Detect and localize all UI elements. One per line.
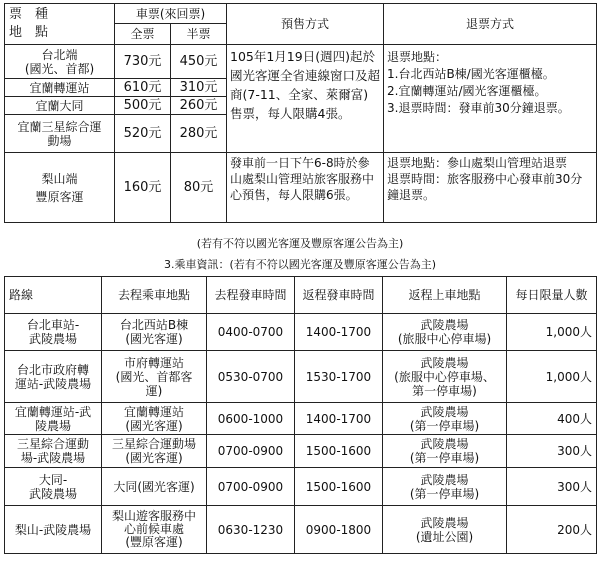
fare-location: 宜蘭三星綜合運 動場 — [5, 115, 115, 153]
route-row — [5, 435, 597, 468]
fare-location: 宜蘭轉運站 — [5, 79, 115, 97]
fare-header-ticket: 車票(來回票) — [115, 4, 227, 24]
refund-method-a: 退票地點： 1.台北西站B棟/國光客運櫃檯。 2.宜蘭轉運站/國光客運櫃檯。 3.退票時間：發車前30分鐘退票。 — [384, 45, 597, 153]
fare-header-refund: 退票方式 — [384, 4, 597, 45]
fare-full: 730元 — [115, 45, 171, 79]
route-name: 宜蘭轉運站-武 陵農場 — [5, 403, 102, 435]
route-board: 大同(國光客運) — [102, 468, 207, 506]
route-depart: 0530-0700 — [207, 351, 295, 403]
route-return-board: 武陵農場 (第一停車場) — [383, 435, 507, 468]
fare-header-full: 全票 — [115, 24, 171, 45]
fare-half: 450元 — [171, 45, 227, 79]
fare-half: 280元 — [171, 115, 227, 153]
route-row — [5, 506, 597, 554]
route-header-depart: 去程發車時間 — [207, 277, 295, 314]
route-return-board: 武陵農場 (遺址公園) — [383, 506, 507, 554]
route-row — [5, 403, 597, 435]
fare-half: 260元 — [171, 97, 227, 115]
route-name: 三星綜合運動 場-武陵農場 — [5, 435, 102, 468]
fare-header-location-line2: 地 點 — [9, 25, 49, 40]
route-name: 梨山-武陵農場 — [5, 506, 102, 554]
route-limit: 300人 — [507, 435, 597, 468]
route-board: 市府轉運站 (國光、首都客 運) — [102, 351, 207, 403]
route-header-return-board: 返程上車地點 — [383, 277, 507, 314]
route-return: 1400-1700 — [295, 314, 383, 351]
fare-note: (若有不符以國光客運及豐原客運公告為主) — [196, 237, 404, 250]
route-row — [5, 351, 597, 403]
route-board: 台北西站B棟 (國光客運) — [102, 314, 207, 351]
route-board: 宜蘭轉運站 (國光客運) — [102, 403, 207, 435]
route-name: 大同- 武陵農場 — [5, 468, 102, 506]
route-row — [5, 314, 597, 351]
route-return: 0900-1800 — [295, 506, 383, 554]
fare-full: 520元 — [115, 115, 171, 153]
route-limit: 300人 — [507, 468, 597, 506]
section-3-heading: 3.乘車資訊：(若有不符以國光客運及豐原客運公告為主) — [163, 258, 437, 271]
route-depart: 0630-1230 — [207, 506, 295, 554]
fare-table — [4, 3, 597, 223]
route-name: 台北車站- 武陵農場 — [5, 314, 102, 351]
fare-header-half: 半票 — [171, 24, 227, 45]
route-name: 台北市政府轉 運站-武陵農場 — [5, 351, 102, 403]
route-limit: 200人 — [507, 506, 597, 554]
fare-header-booking: 預售方式 — [227, 4, 384, 45]
route-header-limit: 每日限量人數 — [507, 277, 597, 314]
fare-header-location — [5, 4, 115, 45]
route-header-board: 去程乘車地點 — [102, 277, 207, 314]
route-return-board: 武陵農場 (第一停車場) — [383, 468, 507, 506]
route-limit: 400人 — [507, 403, 597, 435]
route-depart: 0600-1000 — [207, 403, 295, 435]
route-limit: 1,000人 — [507, 351, 597, 403]
fare-full: 160元 — [115, 153, 171, 223]
fare-full: 610元 — [115, 79, 171, 97]
route-return: 1530-1700 — [295, 351, 383, 403]
route-table — [4, 276, 597, 554]
route-row — [5, 468, 597, 506]
route-return: 1500-1600 — [295, 435, 383, 468]
route-return: 1400-1700 — [295, 403, 383, 435]
booking-method-b: 發車前一日下午6-8時於參山處梨山管理站旅客服務中心預售，每人限購6張。 — [227, 153, 384, 223]
route-return-board: 武陵農場 (旅服中心停車場) — [383, 314, 507, 351]
route-return-board: 武陵農場 (旅服中心停車場、 第一停車場) — [383, 351, 507, 403]
booking-method-a: 105年1月19日(週四)起於國光客運全省連線窗口及超商(7-11、全家、萊爾富)售票，每人限購4張。 — [227, 45, 384, 153]
route-return-board: 武陵農場 (第一停車場) — [383, 403, 507, 435]
fare-location: 宜蘭大同 — [5, 97, 115, 115]
route-header-route: 路線 — [5, 277, 102, 314]
fare-full: 500元 — [115, 97, 171, 115]
fare-half: 310元 — [171, 79, 227, 97]
route-depart: 0400-0700 — [207, 314, 295, 351]
route-board: 梨山遊客服務中 心前候車處 (豐原客運) — [102, 506, 207, 554]
route-depart: 0700-0900 — [207, 468, 295, 506]
refund-method-b: 退票地點：參山處梨山管理站退票 退票時間：旅客服務中心發車前30分鐘退票。 — [384, 153, 597, 223]
fare-half: 80元 — [171, 153, 227, 223]
fare-header-location-line1: 票 種 — [9, 7, 49, 22]
fare-location: 梨山端 豐原客運 — [5, 153, 115, 223]
route-header-return: 返程發車時間 — [295, 277, 383, 314]
route-board: 三星綜合運動場 (國光客運) — [102, 435, 207, 468]
route-return: 1500-1600 — [295, 468, 383, 506]
route-depart: 0700-0900 — [207, 435, 295, 468]
fare-location: 台北端 (國光、首都) — [5, 45, 115, 79]
route-limit: 1,000人 — [507, 314, 597, 351]
